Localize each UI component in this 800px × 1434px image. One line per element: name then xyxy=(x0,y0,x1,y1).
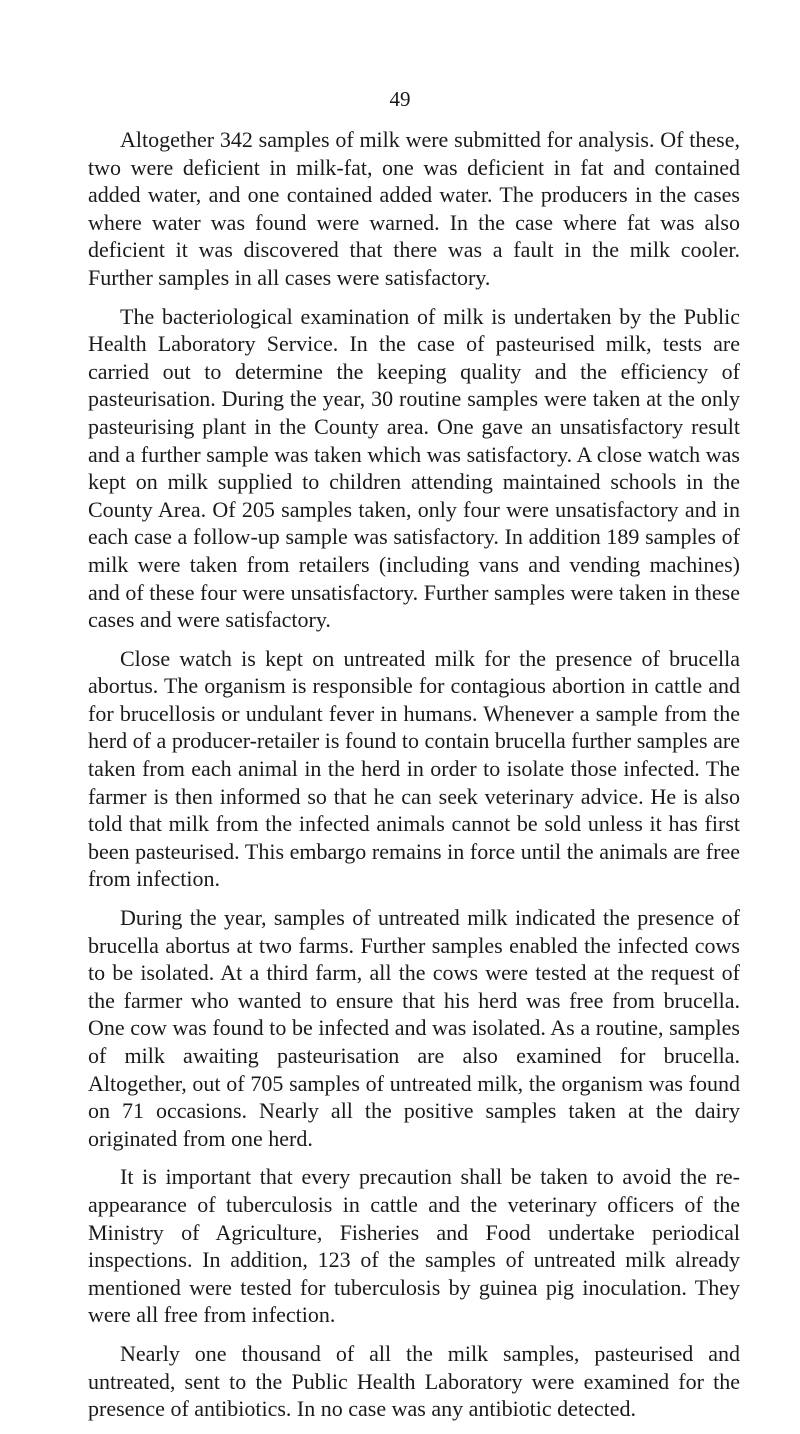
paragraph-antibiotics: Nearly one thousand of all the milk samples, pasteurised and untreated, sent to the Public Health Laboratory were examined for the presence of antibiotics. In no case was any antibiotic detected. xyxy=(88,1340,740,1422)
paragraph-brucella-farms: During the year, samples of untreated milk indicated the presence of brucella abortus at two farms. Further samples enabled the infected cows to be isolated. At a third farm, all the cows were tested at the request of the farmer who wanted to ensure that his herd was free from brucella. One cow was found to be infected and was isolated. As a routine, samples of milk awaiting pasteurisation are also examined for brucella. Altogether, out of 705 samples of untreated milk, the organism was found on 71 occasions. Nearly all the positive samples taken at the dairy originated from one herd. xyxy=(88,905,740,1151)
page-number: 49 xyxy=(389,87,411,111)
paragraph-tuberculosis: It is important that every precaution shall be taken to avoid the re-appearance of tuberculosis in cattle and the veterinary officers of the Ministry of Agriculture, Fisheries and Food undertake periodical inspections. In addition, 123 of the samples of untreated milk already mentioned were tested for tuberculosis by guinea pig inoculation. They were all free from infection. xyxy=(88,1164,740,1328)
paragraph-milk-analysis: Altogether 342 samples of milk were submitted for analysis. Of these, two were deficient in milk-fat, one was deficient in fat and contained added water, and one contained added water. The producers in the cases where water was found were warned. In the case where fat was also deficient it was discovered that there was a fault in the milk cooler. Further samples in all cases were satisfactory. xyxy=(88,127,740,290)
paragraph-brucella-abortus: Close watch is kept on untreated milk for the presence of brucella abortus. The organism is responsible for contagious abortion in cattle and for brucellosis or undulant fever in humans. Whenever a sample from the herd of a producer-retailer is found to contain brucella further samples are taken from each animal in the herd in order to isolate those infected. The farmer is then informed so that he can seek veterinary advice. He is also told that milk from the infected animals cannot be sold unless it has first been pasteurised. This embargo remains in force until the animals are free from infection. xyxy=(88,645,740,892)
paragraph-bacteriological-examination: The bacteriological examination of milk is undertaken by the Public Health Laboratory Service. In the case of pasteurised milk, tests are carried out to determine the keeping quality and the efficiency of pasteurisation. During the year, 30 routine samples were taken at the only pasteurising plant in the County area. One gave an unsatisfactory result and a further sample was taken which was satisfactory. A close watch was kept on milk supplied to children attending maintained schools in the County Area. Of 205 samples taken, only four were unsatisfactory and in each case a follow-up sample was satisfactory. In addition 189 samples of milk were taken from retailers (including vans and vending machines) and of these four were unsatisfactory. Further samples were taken in these cases and were satisfactory. xyxy=(88,303,740,633)
body-text xyxy=(88,126,740,1434)
